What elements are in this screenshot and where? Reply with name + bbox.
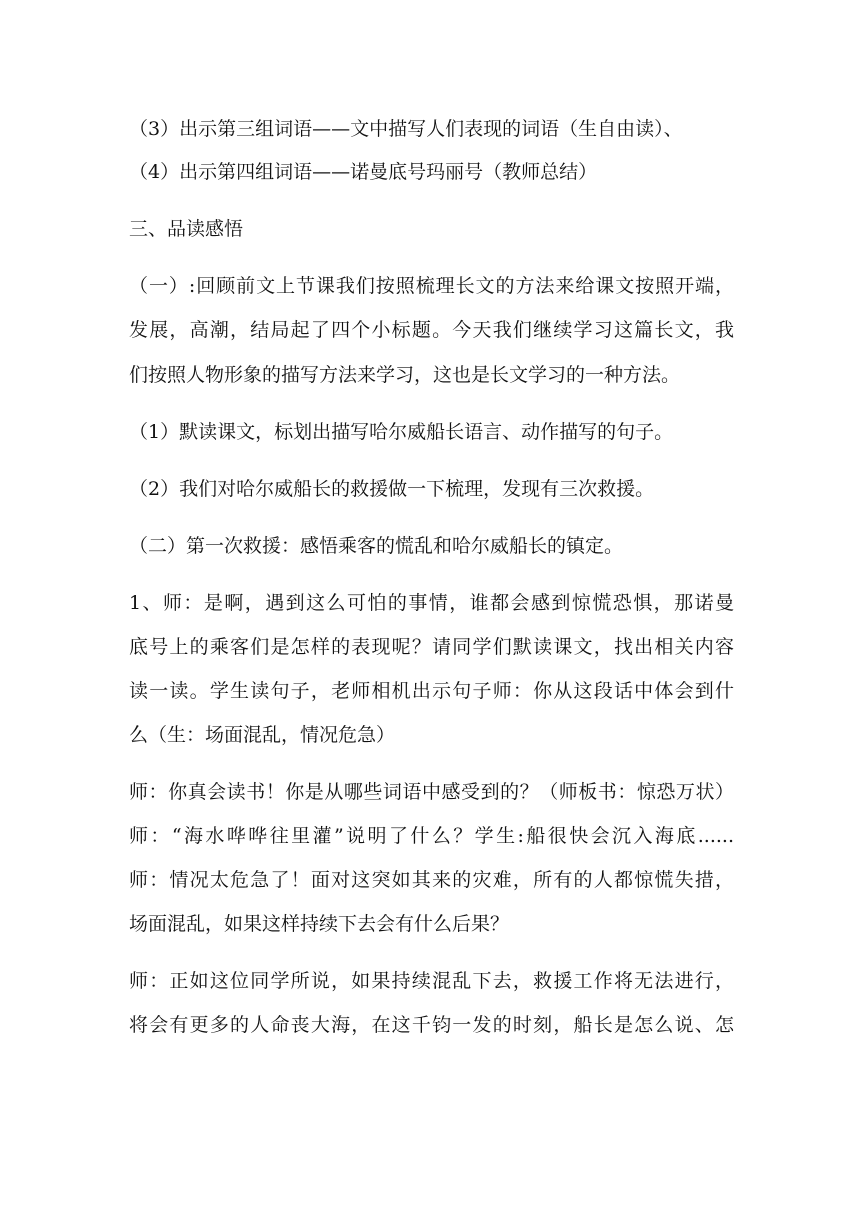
text-line: （4）出示第四组词语——诺曼底号玛丽号（教师总结） <box>129 161 598 183</box>
section-heading: 三、品读感悟 <box>129 218 244 240</box>
text-line: 师：“海水哗哗往里灌”说明了什么？学生:船很快会沉入海底...... <box>129 825 734 847</box>
text-line: 师：你真会读书！你是从哪些词语中感受到的？（师板书：惊恐万状） <box>129 781 734 803</box>
text-line: 发展，高潮，结局起了四个小标题。今天我们继续学习这篇长文，我 <box>129 319 734 341</box>
text-line: 读一读。学生读句子，老师相机出示句子师：你从这段话中体会到什 <box>129 680 734 702</box>
text-line: （一）:回顾前文上节课我们按照梳理长文的方法来给课文按照开端， <box>129 275 734 297</box>
text-line: （2）我们对哈尔威船长的救援做一下梳理，发现有三次救援。 <box>129 478 655 500</box>
text-line: 们按照人物形象的描写方法来学习，这也是长文学习的一种方法。 <box>129 364 681 386</box>
text-line: （二）第一次救援：感悟乘客的慌乱和哈尔威船长的镇定。 <box>129 535 624 557</box>
text-line: 1、师：是啊，遇到这么可怕的事情，谁都会感到惊慌恐惧，那诺曼 <box>129 592 734 614</box>
text-line: （1）默读课文，标划出描写哈尔威船长语言、动作描写的句子。 <box>129 421 674 443</box>
text-line: 师：正如这位同学所说，如果持续混乱下去，救援工作将无法进行， <box>129 970 734 992</box>
text-line: （3）出示第三组词语——文中描写人们表现的词语（生自由读）、 <box>129 118 683 140</box>
text-line: 么（生：场面混乱，情况危急） <box>129 724 396 746</box>
text-line: 底号上的乘客们是怎样的表现呢？请同学们默读课文，找出相关内容 <box>129 636 734 658</box>
text-line: 师：情况太危急了！面对这突如其来的灾难，所有的人都惊慌失措， <box>129 869 734 891</box>
text-line: 场面混乱，如果这样持续下去会有什么后果？ <box>129 913 510 935</box>
text-line: 将会有更多的人命丧大海，在这千钧一发的时刻，船长是怎么说、怎 <box>129 1014 734 1036</box>
